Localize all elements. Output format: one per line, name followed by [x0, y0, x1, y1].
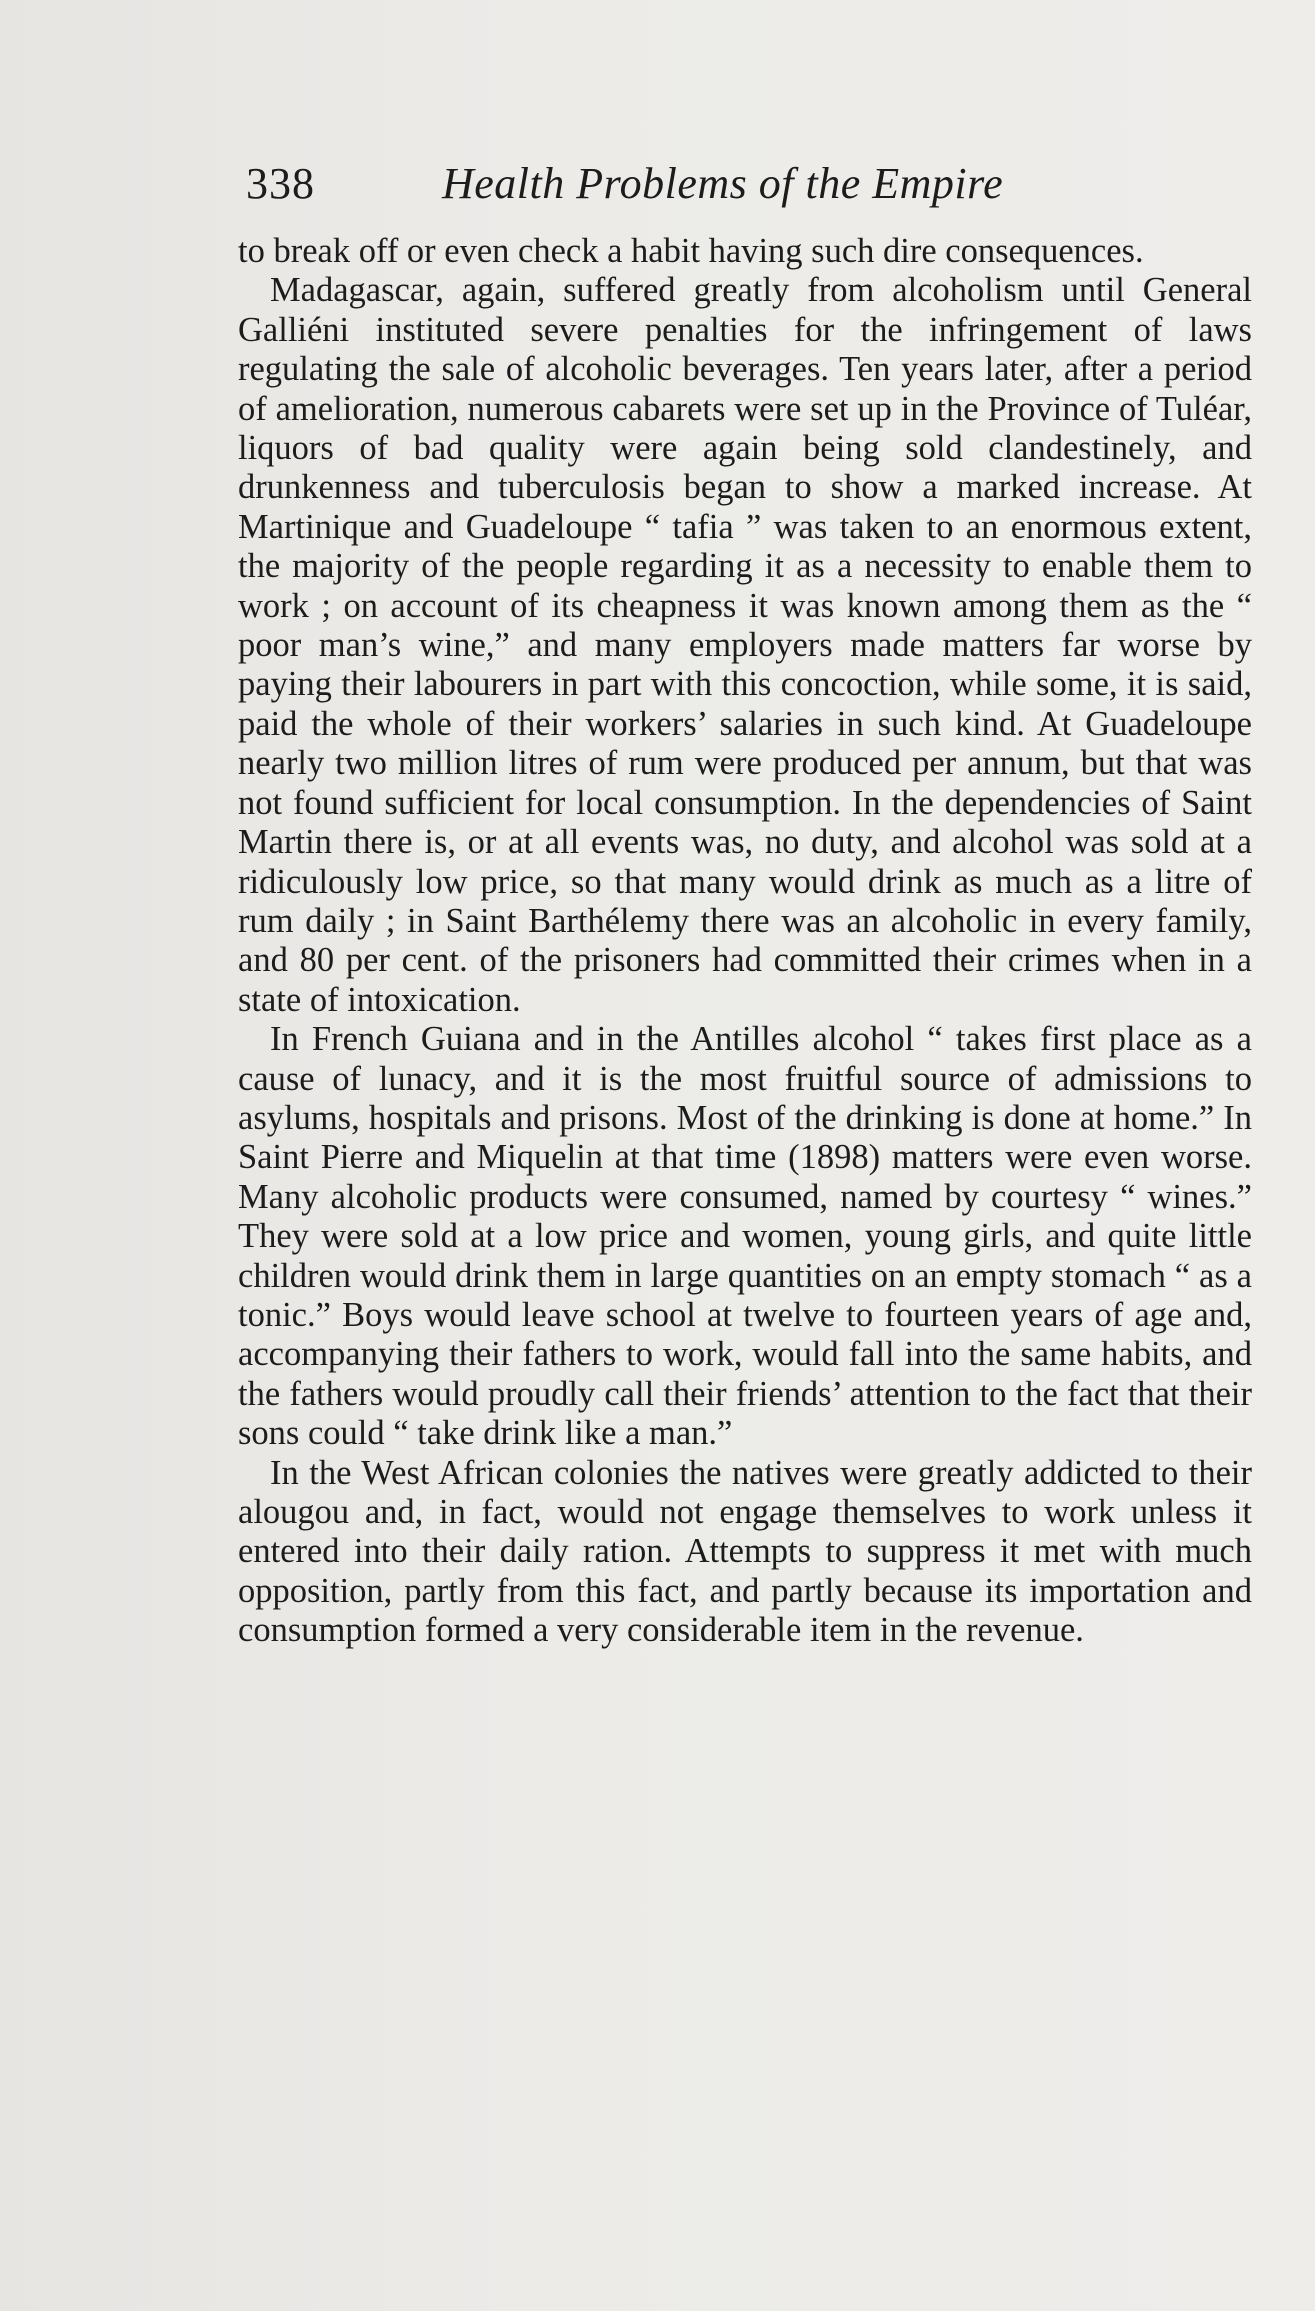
paragraph-west-african: In the West African colonies the natives were greatly addicted to their alougou and, in fact, would not engage themselves to work unless it entered into their daily ration. Attempts to suppress it met with much opposition, partly from this fact, and partly because its importation and consumption formed a very considerable item in the revenue. — [238, 1453, 1252, 1650]
paragraph-continuation: to break off or even check a habit having such dire consequences. — [238, 232, 1144, 270]
paragraph-french-guiana: In French Guiana and in the Antilles alcohol “ takes first place as a cause of lunacy, and it is the most fruitful source of admissions to asylums, hospitals and prisons. Most of the drinking is done at home.” In Saint Pierre and Miquelin at that time (1898) matters were even worse. Many alcoholic products were consumed, named by courtesy “ wines.” They were sold at a low price and women, young girls, and quite little children would drink them in large quantities on an empty stomach “ as a tonic.” Boys would leave school at twelve to fourteen years of age and, accompanying their fathers to work, would fall into the same habits, and the fathers would proudly call their friends’ attention to the fact that their sons could “ take drink like a man.” — [238, 1020, 1252, 1453]
page-number: 338 — [246, 159, 315, 208]
body-text — [238, 232, 1252, 1651]
running-title: Health Problems of the Empire — [442, 159, 1004, 208]
running-head — [246, 150, 1076, 220]
paragraph-madagascar: Madagascar, again, suffered greatly from alcoholism until General Galliéni instituted severe penalties for the infringement of laws regulating the sale of alcoholic beverages. Ten years later, after a period of amelioration, numerous cabarets were set up in the Province of Tuléar, liquors of bad quality were again being sold clandestinely, and drunkenness and tuberculosis began to show a marked increase. At Martinique and Guadeloupe “ tafia ” was taken to an enormous extent, the majority of the people regarding it as a necessity to enable them to work ; on account of its cheapness it was known among them as the “ poor man’s wine,” and many employers made matters far worse by paying their labourers in part with this concoction, while some, it is said, paid the whole of their workers’ salaries in such kind. At Guadeloupe nearly two million litres of rum were produced per annum, but that was not found sufficient for local consumption. In the dependencies of Saint Martin there is, or at all events was, no duty, and alcohol was sold at a ridiculously low price, so that many would drink as much as a litre of rum daily ; in Saint Barthélemy there was an alcoholic in every family, and 80 per cent. of the prisoners had committed their crimes when in a state of intoxication. — [238, 271, 1252, 1019]
